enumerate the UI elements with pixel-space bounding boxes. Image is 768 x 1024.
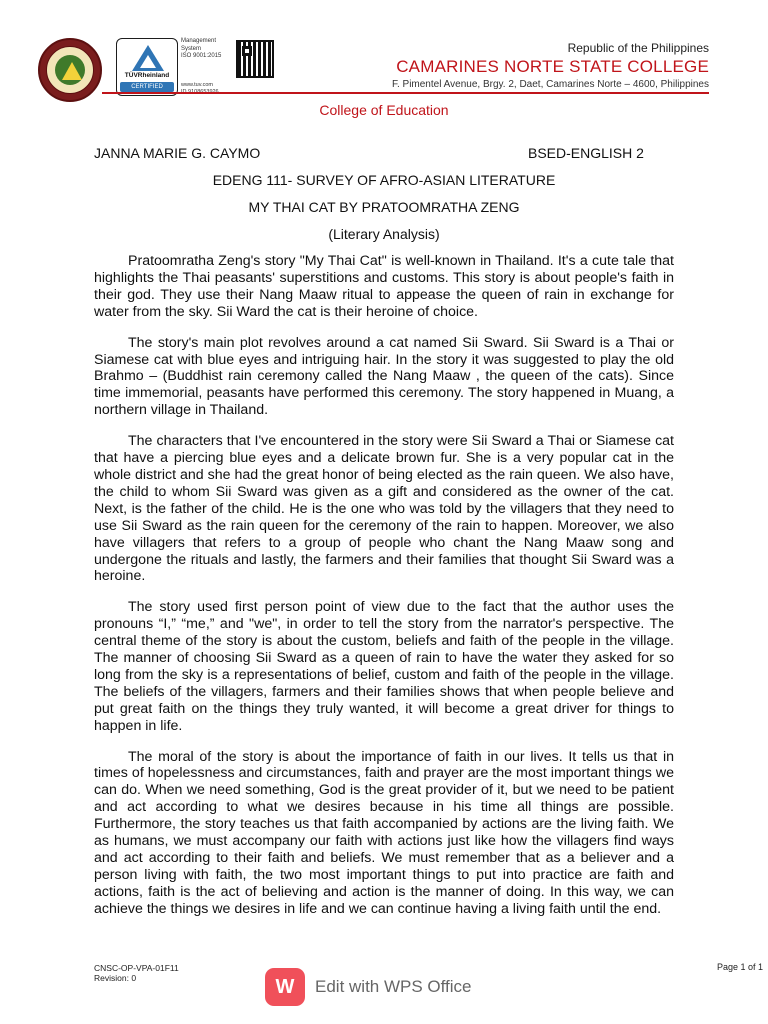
- republic-text: Republic of the Philippines: [567, 41, 709, 55]
- certified-band: CERTIFIED: [120, 82, 174, 92]
- college-seal-logo: [38, 38, 102, 102]
- student-name: JANNA MARIE G. CAYMO: [94, 145, 261, 161]
- document-code: CNSC-OP-VPA-01F11 Revision: 0: [94, 963, 179, 983]
- certification-site-text: www.tuv.com ID 9108653926: [181, 82, 219, 95]
- page-number: Page 1 of 1: [716, 962, 763, 972]
- paragraph: The story's main plot revolves around a cat named Sii Sward. Sii Sward is a Thai or Siamese cat with blue eyes and intriguing hair. In the story it was suggested to play the old Brahmo – (Buddhist rain ceremony called the Nang Maaw , the queen of the cats). Since time immemorial, peasants have performed this ceremony. The story happened in Muang, a northern village in Thailand.: [94, 334, 674, 419]
- tuv-label: TÜVRheinland: [124, 72, 170, 79]
- college-name: CAMARINES NORTE STATE COLLEGE: [396, 57, 709, 76]
- document-subtitle: (Literary Analysis): [328, 226, 440, 242]
- subject-title: EDENG 111- SURVEY OF AFRO-ASIAN LITERATURE: [212, 172, 556, 188]
- student-course: BSED-ENGLISH 2: [528, 145, 644, 161]
- paragraph: The story used first person point of view due to the fact that the author uses the pronouns “I,” “me,” and "we", in order to tell the story from the narrator's perspective. The central theme of the story is about the custom, beliefs and faith of the people in the village. The manner of choosing Sii Sward as a queen of rain to have the water they asked for so long from the sky is a representations of belief, custom and faith of the people in the village. The beliefs of the villagers, farmers and their families shows that when people believe and put great faith on the things they truly wanted, it will become a great driver for things to happen in life.: [94, 599, 674, 734]
- paragraph: The characters that I've encountered in the story were Sii Sward a Thai or Siamese cat that have a piercing blue eyes and a delicate brown fur. She is a very popular cat in the whole district and she had the great honor of being elected as the rain queen. We also have, the child to whom Sii Sward was given as a gift and considered as the owner of the cat. Next, is the father of the child. He is the one who was told by the villagers that they need to use Sii Sward as the rain queen for the ceremony of the rain to happen. Moreover, we also have villagers that refers to a group of people who chant the Nang Maaw song and undergone the rituals and lastly, the farmers and their families that thought Sii Sward was a heroine.: [94, 433, 674, 585]
- wps-edit-label: Edit with WPS Office: [315, 977, 472, 996]
- tuv-certification-logo: [116, 38, 178, 96]
- wps-logo-icon: W: [265, 968, 305, 1006]
- college-address: F. Pimentel Avenue, Brgy. 2, Daet, Camarines Norte – 4600, Philippines: [391, 79, 709, 90]
- paragraph: The moral of the story is about the importance of faith in our lives. It tells us that in times of hopelessness and circumstances, faith and prayer are the most important things we can do. When we need something, God is the great provider of it, but we need to be patient and act according to what we desires because in his time all things are possible. Furthermore, the story teaches us that faith accompanied by actions are the living faith. We as humans, we must accompany our faith with actions just like how the villagers find ways and act according to their faith and beliefs. We must remember that as a believer and a person living with faith, the two most important things to put into practice are faith and actions, faith is the act of believing and action is the manner of doing. In this way, we can achieve the things we desires in life and we can continue having a living faith until the end.: [94, 748, 674, 917]
- paragraph: Pratoomratha Zeng's story "My Thai Cat" is well-known in Thailand. It's a cute tale that highlights the Thai peasants' superstitions and customs. This story is about people's faith in their god. They use their Nang Maaw ritual to appease the queen of rain in exchange for water from the sky. Sii Ward the cat is their heroine of choice.: [94, 253, 674, 320]
- header-divider: [102, 92, 709, 94]
- department-name: College of Education: [319, 102, 449, 118]
- analysis-body: [94, 253, 674, 932]
- management-system-text: Management System ISO 9001:2015: [181, 38, 222, 59]
- wps-edit-banner[interactable]: [265, 968, 472, 1006]
- qr-code-icon: [236, 40, 274, 78]
- document-title: MY THAI CAT BY PRATOOMRATHA ZENG: [248, 199, 520, 215]
- letterhead: [392, 41, 709, 90]
